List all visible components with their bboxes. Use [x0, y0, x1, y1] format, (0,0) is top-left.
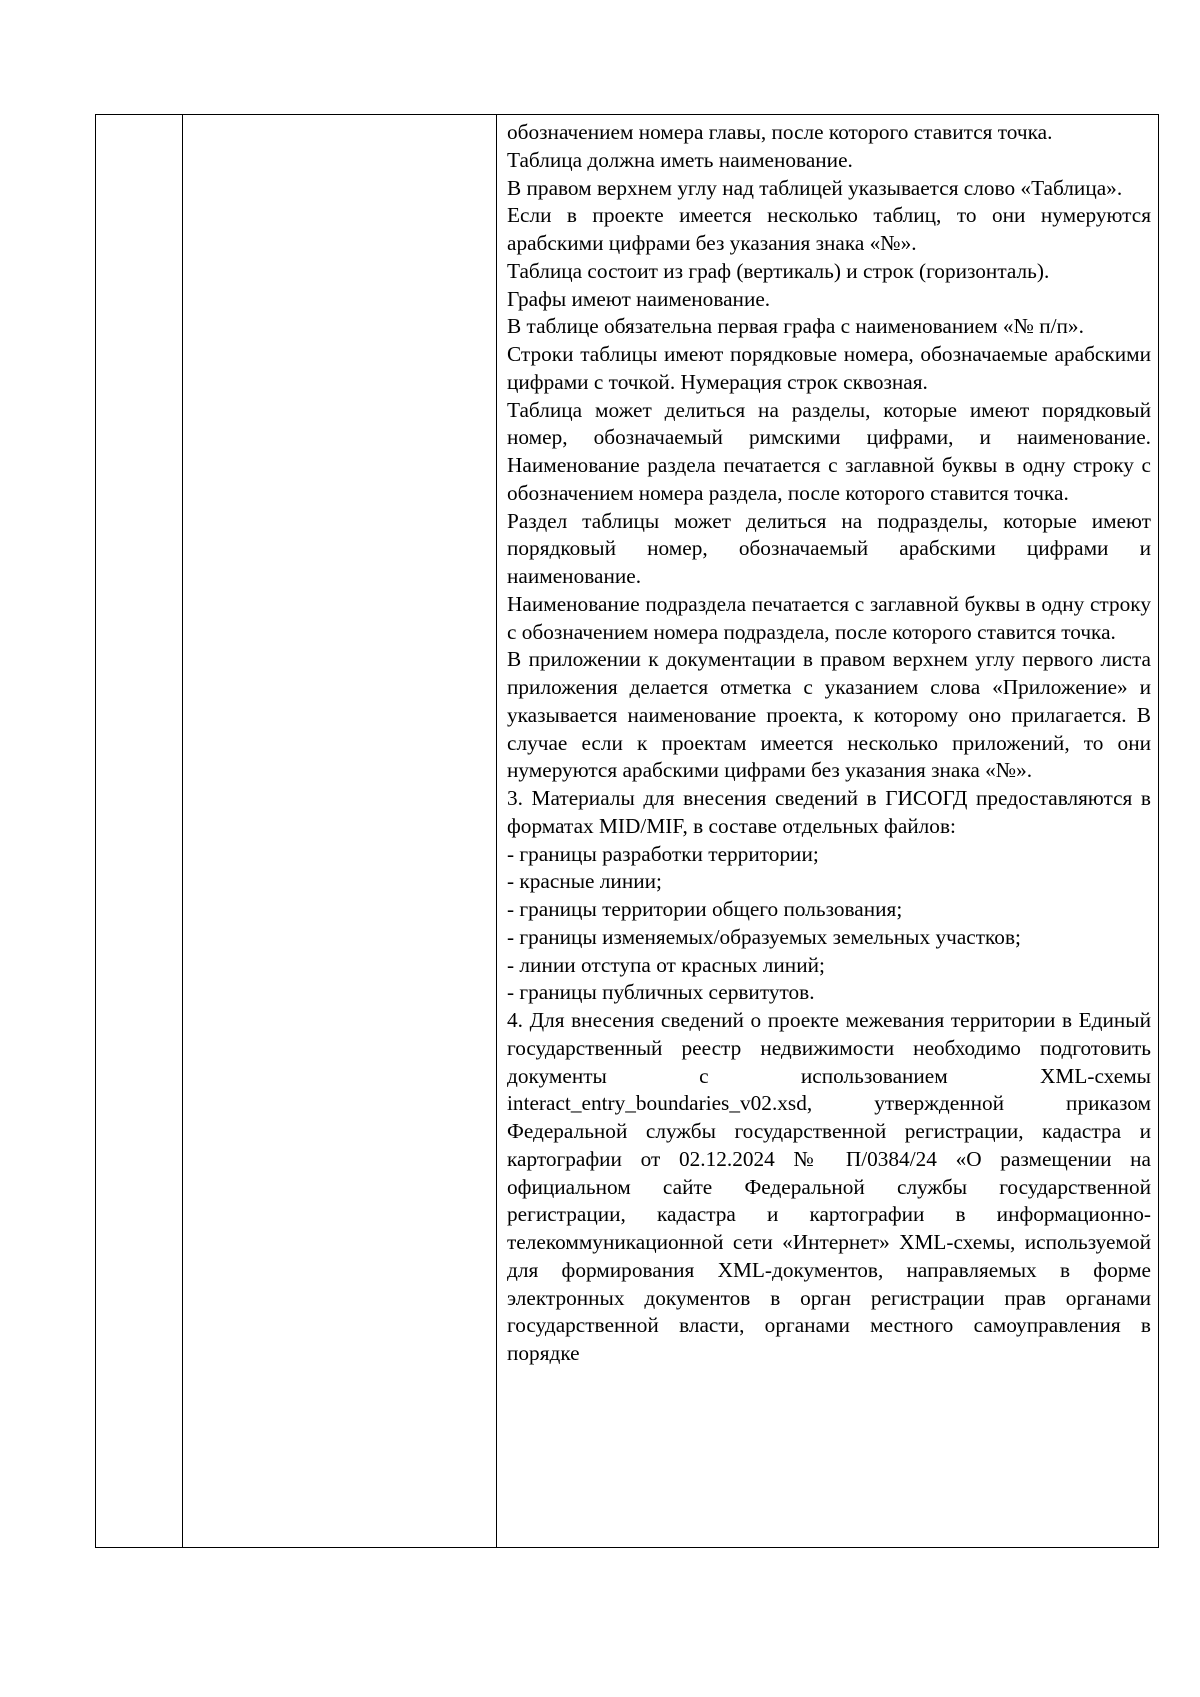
paragraph-table-numbering: Если в проекте имеется несколько таблиц, то они нумеруются арабскими цифрами без указания знака «№». — [507, 203, 1151, 255]
paragraph-item-4: 4. Для внесения сведений о проекте межевания территории в Единый государственный реестр недвижимости необходимо подготовить документы с использованием XML-схемы interact_entry_boundaries_v02.xsd, утвержденной приказом Федеральной службы государственной регистрации, кадастра и картографии от 02.12.2024 № П/0384/24 «О размещении на официальном сайте Федеральной службы государственной регистрации, кадастра и картографии в информационно-телекоммуникационной сети «Интернет» XML-схемы, используемой для формирования XML-документов, направляемых в форме электронных документов в орган регистрации прав органами государственной власти, органами местного самоуправления в порядке — [507, 1008, 1151, 1365]
paragraph-subsections: Раздел таблицы может делиться на подразделы, которые имеют порядковый номер, обозначаемый арабскими цифрами и наименование. — [507, 508, 1151, 588]
paragraph-row-numbers: Строки таблицы имеют порядковые номера, обозначаемые арабскими цифрами с точкой. Нумерация строк сквозная. — [507, 342, 1151, 394]
list-item: - границы территории общего пользования; — [507, 897, 903, 921]
column-divider-1 — [182, 115, 183, 1547]
column-divider-2 — [496, 115, 497, 1547]
paragraph-chapter-number-end: обозначением номера главы, после которого ставится точка. — [507, 120, 1053, 144]
list-item: - линии отступа от красных линий; — [507, 952, 825, 977]
paragraph-item-3: 3. Материалы для внесения сведений в ГИСОГД предоставляются в форматах MID/MIF, в составе отдельных файлов: — [507, 786, 1151, 838]
paragraph-table-name: Таблица должна иметь наименование. — [507, 147, 853, 172]
paragraph-table-sections: Таблица может делиться на разделы, которые имеют порядковый номер, обозначаемый римскими цифрами, и наименование. Наименование раздела печатается с заглавной буквы в одну строку с обозначением номера раздела, после которого ставится точка. — [507, 397, 1151, 505]
list-item: - границы публичных сервитутов. — [507, 980, 815, 1005]
table-cell-text — [507, 119, 1151, 1368]
document-table — [95, 114, 1159, 1548]
paragraph-table-structure: Таблица состоит из граф (вертикаль) и строк (горизонталь). — [507, 258, 1050, 283]
list-item: - границы изменяемых/образуемых земельных участков; — [507, 924, 1021, 949]
list-item: - границы разработки территории; — [507, 841, 819, 866]
paragraph-appendix: В приложении к документации в правом верхнем углу первого листа приложения делается отметка с указанием слова «Приложение» и указывается наименование проекта, к которому оно прилагается. В случае если к проектам имеется несколько приложений, то они нумеруются арабскими цифрами без указания знака «№». — [507, 647, 1151, 783]
paragraph-table-word: В правом верхнем углу над таблицей указывается слово «Таблица». — [507, 175, 1123, 200]
paragraph-first-column: В таблице обязательна первая графа с наименованием «№ п/п». — [507, 314, 1084, 339]
paragraph-subsection-title: Наименование подраздела печатается с заглавной буквы в одну строку с обозначением номера подраздела, после которого ставится точка. — [507, 591, 1151, 644]
list-item: - красные линии; — [507, 869, 662, 894]
paragraph-columns-named: Графы имеют наименование. — [507, 286, 771, 311]
